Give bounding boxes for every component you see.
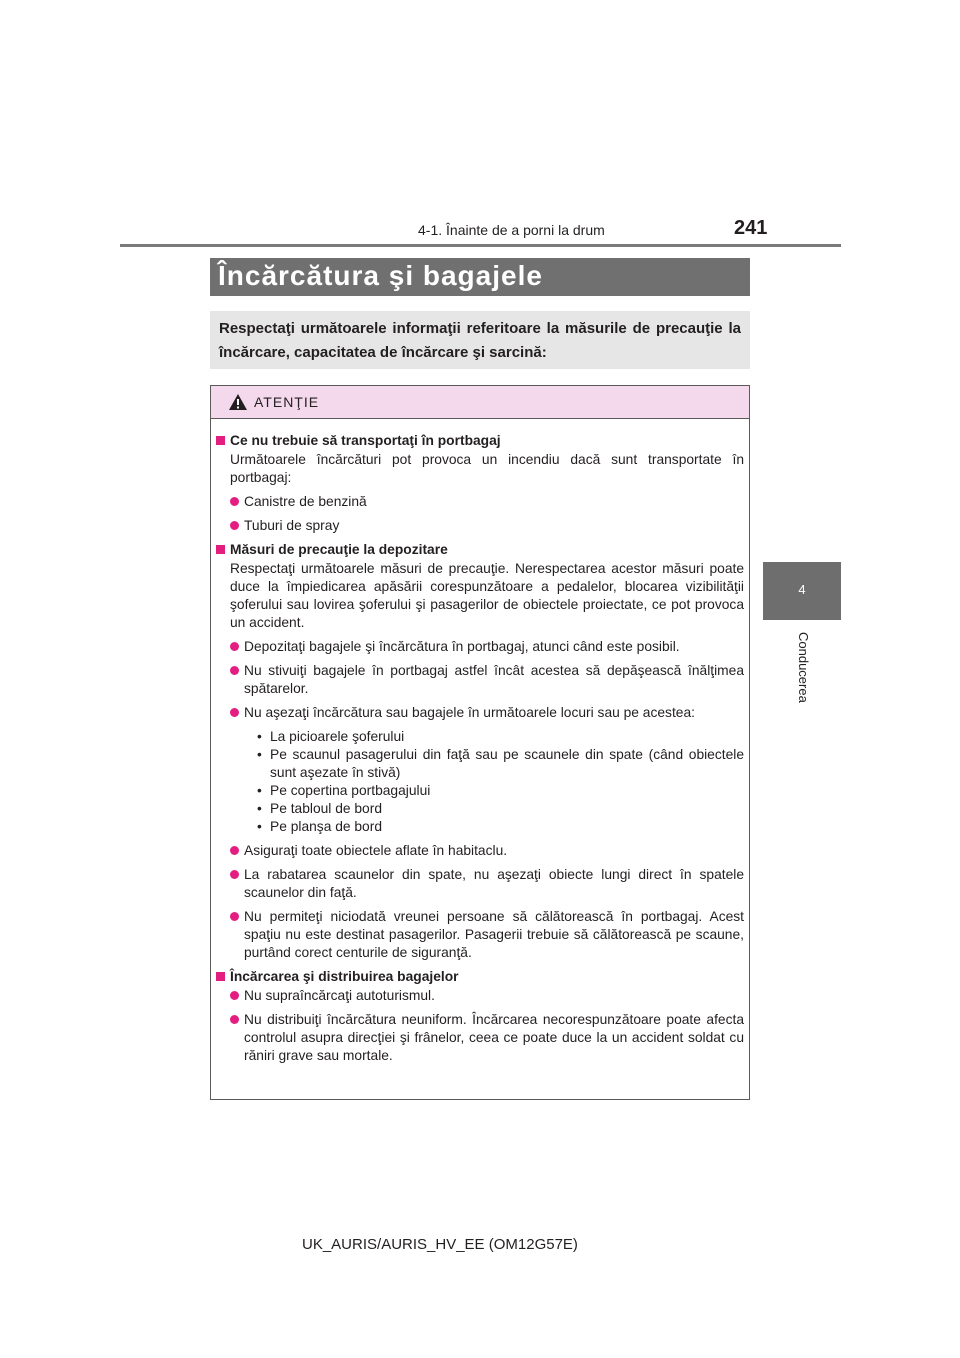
warning-bullet: Asiguraţi toate obiectele aflate în habitaclu. [216,842,744,860]
header-section-title: 4-1. Înainte de a porni la drum [418,222,605,238]
warning-sub-item: • La picioarele şoferului [256,728,744,746]
warning-section-text: Respectaţi următoarele măsuri de precauţie. Nerespectarea acestor măsuri poate duce la împiedicarea apăsării corespunzătoare a pedalelor, blocarea vizibilităţii şoferului sau lovirea şoferului şi pasagerilor de obiectele proiectate, ce pot provoca un accident. [230,561,744,630]
warning-sub-item: • Pe scaunul pasagerului din faţă sau pe scaunele din spate (când obiectele sunt aşezate în stivă) [256,746,744,782]
warning-sub-list [256,728,744,836]
header-divider [120,244,841,247]
warning-bullet: Nu supraîncărcaţi autoturismul. [216,987,744,1005]
warning-triangle-icon [228,393,248,411]
warning-sub-item: • Pe tabloul de bord [256,800,744,818]
page-number: 241 [734,217,768,239]
warning-bullet: Canistre de benzină [216,493,744,511]
warning-title: ATENŢIE [254,394,320,410]
intro-text: Respectaţi următoarele informaţii referitoare la măsurile de precauţie la încărcare, capacitatea de încărcare şi sarcină: [219,320,741,361]
warning-body [216,432,744,1071]
warning-bullet: Nu permiteţi niciodată vreunei persoane să călătorească în portbagaj. Acest spaţiu nu este destinat pasagerilor. Pasagerii trebuie să călătorească pe scaune, purtând corect centurile de siguranţă. [216,908,744,962]
warning-bullet: Nu distribuiţi încărcătura neuniform. Încărcarea necorespunzătoare poate afecta controlul asupra direcţiei şi frânelor, ceea ce poate duce la un accident soldat cu răniri grave sau mortale. [216,1011,744,1065]
warning-header [211,386,749,419]
warning-section-text: Următoarele încărcături pot provoca un incendiu dacă sunt transportate în portbagaj: [230,452,744,485]
intro-box [210,311,750,369]
footer-model-code: UK_AURIS/AURIS_HV_EE (OM12G57E) [302,1236,578,1253]
chapter-tab[interactable] [763,562,841,620]
warning-bullet: Nu stivuiţi bagajele în portbagaj astfel încât acestea să depăşească înălţimea spătarelor. [216,662,744,698]
chapter-tab-label: Conducerea [796,632,811,703]
warning-bullet: Tuburi de spray [216,517,744,535]
warning-bullet: Nu aşezaţi încărcătura sau bagajele în următoarele locuri sau pe acestea: [216,704,744,722]
warning-sub-item: • Pe copertina portbagajului [256,782,744,800]
warning-section-heading: Ce nu trebuie să transportaţi în portbagaj [216,432,744,450]
warning-box [210,385,750,1100]
warning-sub-item: • Pe planşa de bord [256,818,744,836]
page-title: Încărcătura şi bagajele [218,260,543,291]
warning-section-heading: Măsuri de precauţie la depozitare [216,541,744,559]
page-title-bar [210,258,750,296]
chapter-tab-number: 4 [798,582,806,597]
warning-bullet: La rabatarea scaunelor din spate, nu aşezaţi obiecte lungi direct în spatele scaunelor din faţă. [216,866,744,902]
warning-section-heading: Încărcarea şi distribuirea bagajelor [216,968,744,986]
warning-bullet: Depozitaţi bagajele şi încărcătura în portbagaj, atunci când este posibil. [216,638,744,656]
